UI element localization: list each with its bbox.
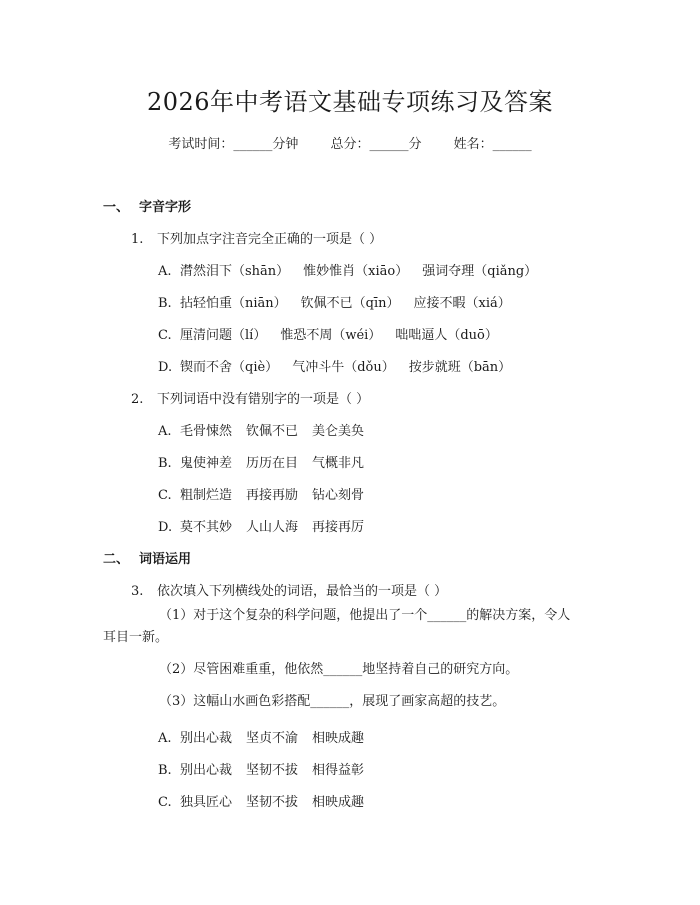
- section-title: 词语运用: [139, 552, 192, 567]
- question-1-stem: [131, 228, 382, 247]
- option-term: 厘清问题（lí）: [180, 328, 267, 343]
- question-3-sentence-3: （3）这幅山水画色彩搭配______，展现了画家高超的技艺。: [159, 694, 506, 709]
- question-1-option-c: [158, 324, 512, 343]
- question-3-option-b: [158, 759, 378, 778]
- option-term: 相映成趣: [312, 795, 365, 810]
- option-letter: B.: [158, 763, 172, 778]
- question-text: 下列加点字注音完全正确的一项是（ ）: [157, 232, 383, 247]
- total-score-field: 总分：______分: [330, 137, 422, 152]
- option-term: 莫不其妙: [180, 520, 233, 535]
- section-title: 字音字形: [139, 200, 192, 215]
- option-letter: B.: [158, 296, 172, 311]
- option-term: 气概非凡: [312, 456, 365, 471]
- option-letter: C.: [158, 488, 172, 503]
- option-term: 咄咄逼人（duō）: [395, 328, 498, 343]
- question-number: 1.: [131, 232, 144, 247]
- option-term: 钦佩不已（qīn）: [300, 296, 400, 311]
- option-term: 强词夺理（qiǎng）: [422, 264, 538, 279]
- question-1-option-b: [158, 292, 525, 311]
- option-term: 相得益彰: [312, 763, 365, 778]
- question-number: 3.: [131, 584, 144, 599]
- question-2-option-a: [158, 420, 378, 439]
- document-title: 2026年中考语文基础专项练习及答案: [146, 88, 554, 116]
- option-term: 美仑美奂: [312, 424, 365, 439]
- option-term: 钻心刻骨: [312, 488, 365, 503]
- option-term: 惟恐不周（wéi）: [280, 328, 382, 343]
- question-3-sentence-2: （2）尽管困难重重，他依然______地坚持着自己的研究方向。: [159, 662, 519, 677]
- option-term: 应接不暇（xiá）: [413, 296, 511, 311]
- option-letter: C.: [158, 328, 172, 343]
- option-term: 按步就班（bān）: [408, 360, 512, 375]
- option-term: 钦佩不已: [246, 424, 299, 439]
- option-term: 历历在目: [246, 456, 299, 471]
- question-2-option-b: [158, 452, 378, 471]
- option-letter: D.: [158, 360, 173, 375]
- student-name-field: 姓名：______: [453, 137, 532, 152]
- question-2-option-d: [158, 516, 378, 535]
- question-number: 2.: [131, 392, 144, 407]
- section-heading: [103, 196, 191, 215]
- question-3-stem: [131, 580, 447, 599]
- question-3-option-c: [158, 791, 378, 810]
- section-number: 一、: [103, 200, 130, 215]
- exam-time-field: 考试时间：______分钟: [168, 137, 299, 152]
- option-term: 坚贞不渝: [246, 731, 299, 746]
- exam-info-row: [0, 133, 700, 152]
- option-term: 鬼使神差: [180, 456, 233, 471]
- option-letter: C.: [158, 795, 172, 810]
- option-letter: D.: [158, 520, 173, 535]
- question-text: 依次填入下列横线处的词语，最恰当的一项是（ ）: [157, 584, 448, 599]
- option-letter: A.: [158, 264, 172, 279]
- question-1-option-d: [158, 356, 525, 375]
- option-term: 毛骨悚然: [180, 424, 233, 439]
- option-letter: B.: [158, 456, 172, 471]
- question-3-option-a: [158, 727, 378, 746]
- question-3-sentence-1-line-2: 耳目一新。: [103, 630, 169, 645]
- section-heading: [103, 548, 191, 567]
- option-term: 坚韧不拔: [246, 763, 299, 778]
- question-2-stem: [131, 388, 369, 407]
- option-term: 气冲斗牛（dǒu）: [292, 360, 395, 375]
- option-term: 锲而不舍（qiè）: [180, 360, 279, 375]
- option-term: 潸然泪下（shān）: [180, 264, 290, 279]
- option-term: 粗制烂造: [180, 488, 233, 503]
- option-term: 惟妙惟肖（xiāo）: [303, 264, 409, 279]
- question-1-option-a: [158, 260, 551, 279]
- question-2-option-c: [158, 484, 378, 503]
- question-3-sentence-1-line-1: （1）对于这个复杂的科学问题，他提出了一个______的解决方案，令人: [159, 608, 571, 623]
- option-term: 坚韧不拔: [246, 795, 299, 810]
- option-term: 独具匠心: [180, 795, 233, 810]
- option-term: 相映成趣: [312, 731, 365, 746]
- option-term: 别出心裁: [180, 731, 233, 746]
- option-term: 拈轻怕重（niān）: [180, 296, 287, 311]
- question-text: 下列词语中没有错别字的一项是（ ）: [157, 392, 370, 407]
- option-term: 别出心裁: [180, 763, 233, 778]
- option-term: 再接再厉: [312, 520, 365, 535]
- option-term: 再接再励: [246, 488, 299, 503]
- option-letter: A.: [158, 424, 172, 439]
- option-term: 人山人海: [246, 520, 299, 535]
- section-number: 二、: [103, 552, 130, 567]
- option-letter: A.: [158, 731, 172, 746]
